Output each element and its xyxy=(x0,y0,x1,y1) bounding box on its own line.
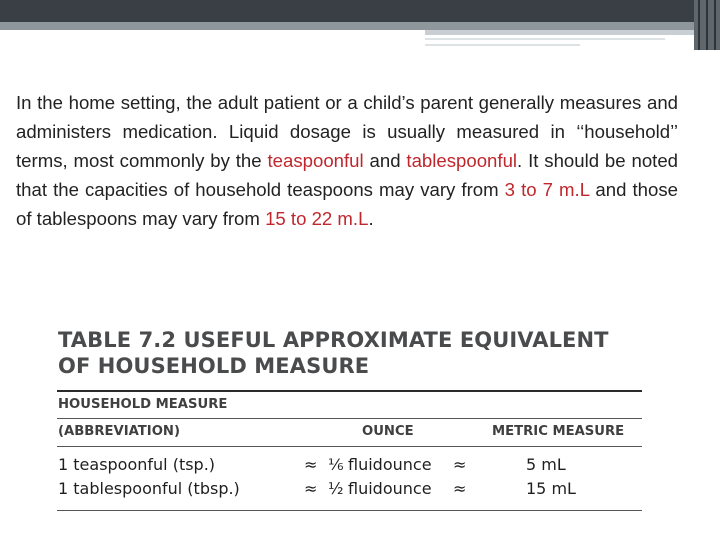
row-unit: fluidounce xyxy=(348,479,432,498)
row-measure: 1 tablespoonful (tbsp.) xyxy=(58,479,240,498)
header-accent-line xyxy=(425,30,720,35)
approx-symbol: ≈ xyxy=(453,455,467,474)
body-text: and those of tablespoons may vary from xyxy=(16,179,678,229)
approx-symbol: ≈ xyxy=(304,455,318,474)
row-metric: 5 mL xyxy=(526,455,566,474)
highlight-range-teaspoon: 3 to 7 m.L xyxy=(504,179,590,200)
header-ounce: OUNCE xyxy=(362,424,414,439)
table-title-line2: OF HOUSEHOLD MEASURE xyxy=(58,354,370,378)
body-text: and xyxy=(363,150,407,171)
body-text: . It should be noted that the capacities of household teaspoons may vary from xyxy=(16,150,679,200)
table-bottom-rule xyxy=(57,510,642,511)
row-measure: 1 teaspoonful (tsp.) xyxy=(58,455,216,474)
header-accent-line xyxy=(425,44,580,46)
highlight-term-tablespoonful: tablespoonful xyxy=(406,150,518,171)
header-metric-measure: METRIC MEASURE xyxy=(492,424,625,439)
header-household-measure: HOUSEHOLD MEASURE xyxy=(58,397,228,412)
corner-decoration xyxy=(694,0,720,50)
highlight-range-tablespoon: 15 to 22 m.L xyxy=(265,208,369,229)
body-paragraph xyxy=(16,88,678,233)
body-text: In the home setting, the adult patient or a child’s parent generally measures and administers medication. Liquid dosage is usually measured in ‘‘household’’ terms, most commonly by the xyxy=(16,92,678,171)
body-text: . xyxy=(368,208,374,229)
row-unit: fluidounce xyxy=(348,455,432,474)
row-fraction: ½ xyxy=(328,479,344,498)
table-header-bottom-rule xyxy=(57,446,642,447)
table-header-divider xyxy=(57,418,642,419)
table-top-rule xyxy=(57,390,642,392)
header-accent-line xyxy=(425,38,665,40)
approx-symbol: ≈ xyxy=(304,479,318,498)
row-metric: 15 mL xyxy=(526,479,576,498)
slide-header-stripe xyxy=(0,22,720,30)
table-title-line1: TABLE 7.2 USEFUL APPROXIMATE EQUIVALENT xyxy=(58,328,609,352)
row-fraction: ⅙ xyxy=(328,455,344,474)
highlight-term-teaspoonful: teaspoonful xyxy=(267,150,364,171)
approx-symbol: ≈ xyxy=(453,479,467,498)
table-title xyxy=(58,327,609,379)
slide-header-bar xyxy=(0,0,720,22)
header-abbreviation: (ABBREVIATION) xyxy=(58,424,180,439)
